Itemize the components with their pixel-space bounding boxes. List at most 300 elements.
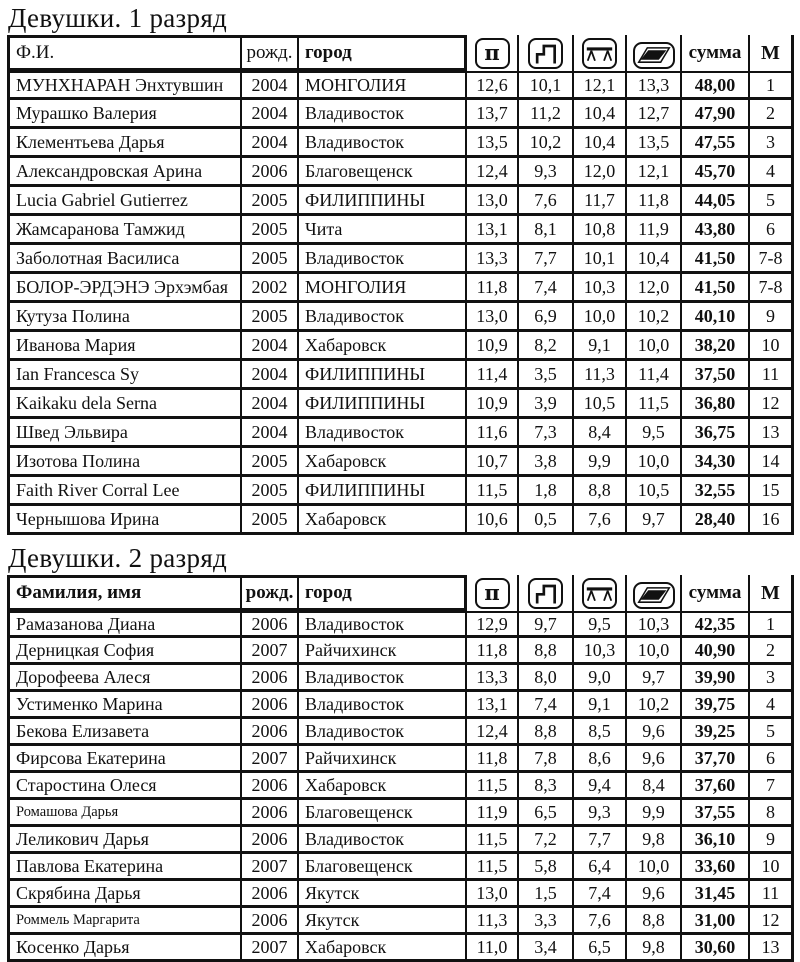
score-floor: 9,6 [627,719,682,746]
birth-year: 2006 [242,827,299,854]
score-balance-beam: 8,6 [574,746,627,773]
score-floor: 9,6 [627,746,682,773]
score-uneven-bars: 7,6 [519,187,574,216]
city: Владивосток [299,665,467,692]
city: Хабаровск [299,935,467,962]
place-rank: 8 [750,800,794,827]
score-balance-beam: 11,7 [574,187,627,216]
athlete-name: Клементьева Дарья [7,129,242,158]
total-score: 33,60 [682,854,750,881]
city: Якутск [299,908,467,935]
birth-year: 2002 [242,274,299,303]
birth-year: 2007 [242,638,299,665]
athlete-name: Иванова Мария [7,332,242,361]
athlete-name: Дерницкая София [7,638,242,665]
place-rank: 14 [750,448,794,477]
score-floor: 11,5 [627,390,682,419]
score-floor: 9,7 [627,665,682,692]
athlete-name: МУНХНАРАН Энхтувшин [7,71,242,100]
athlete-name: Бекова Елизавета [7,719,242,746]
total-score: 36,80 [682,390,750,419]
table-row [7,908,795,935]
score-floor: 11,9 [627,216,682,245]
score-vault: 13,1 [467,216,519,245]
athlete-name: Рамазанова Диана [7,611,242,638]
birth-year: 2005 [242,303,299,332]
city: МОНГОЛИЯ [299,71,467,100]
athlete-name: Lucia Gabriel Gutierrez [7,187,242,216]
place-rank: 13 [750,419,794,448]
score-uneven-bars: 10,1 [519,71,574,100]
col-header-vault [467,35,519,71]
col-header-balance-beam [574,575,627,611]
table-row [7,611,795,638]
birth-year: 2006 [242,719,299,746]
col-header-place: М [750,575,794,611]
athlete-name: Фирсова Екатерина [7,746,242,773]
birth-year: 2004 [242,332,299,361]
score-uneven-bars: 3,3 [519,908,574,935]
place-rank: 11 [750,361,794,390]
score-balance-beam: 6,4 [574,854,627,881]
score-floor: 10,2 [627,692,682,719]
total-score: 42,35 [682,611,750,638]
score-vault: 11,4 [467,361,519,390]
table-row [7,158,795,187]
city: Владивосток [299,611,467,638]
city: Благовещенск [299,158,467,187]
place-rank: 16 [750,506,794,535]
city: МОНГОЛИЯ [299,274,467,303]
total-score: 34,30 [682,448,750,477]
table-row [7,881,795,908]
place-rank: 4 [750,692,794,719]
table-row [7,71,795,100]
score-balance-beam: 9,1 [574,692,627,719]
total-score: 36,10 [682,827,750,854]
city: Владивосток [299,129,467,158]
score-vault: 13,1 [467,692,519,719]
city: Хабаровск [299,332,467,361]
table-row [7,100,795,129]
city: Владивосток [299,719,467,746]
table-row [7,935,795,962]
athlete-name: Кутуза Полина [7,303,242,332]
table-row [7,800,795,827]
results-table [7,575,795,962]
city: Хабаровск [299,773,467,800]
birth-year: 2006 [242,908,299,935]
score-balance-beam: 9,5 [574,611,627,638]
score-floor: 13,3 [627,71,682,100]
score-balance-beam: 10,4 [574,100,627,129]
table-row [7,506,795,535]
score-uneven-bars: 1,8 [519,477,574,506]
place-rank: 3 [750,129,794,158]
score-uneven-bars: 3,8 [519,448,574,477]
score-uneven-bars: 8,3 [519,773,574,800]
score-balance-beam: 7,7 [574,827,627,854]
col-header-sum: сумма [682,575,750,611]
total-score: 48,00 [682,71,750,100]
score-floor: 12,1 [627,158,682,187]
score-vault: 12,9 [467,611,519,638]
score-balance-beam: 7,6 [574,908,627,935]
score-vault: 11,8 [467,746,519,773]
birth-year: 2006 [242,881,299,908]
score-uneven-bars: 6,5 [519,800,574,827]
place-rank: 10 [750,332,794,361]
score-uneven-bars: 5,8 [519,854,574,881]
score-uneven-bars: 7,4 [519,692,574,719]
score-vault: 13,0 [467,187,519,216]
col-header-birth-year: рожд. [242,575,299,611]
score-balance-beam: 7,6 [574,506,627,535]
score-uneven-bars: 3,9 [519,390,574,419]
score-uneven-bars: 3,5 [519,361,574,390]
score-uneven-bars: 9,3 [519,158,574,187]
birth-year: 2005 [242,245,299,274]
birth-year: 2004 [242,361,299,390]
score-floor: 13,5 [627,129,682,158]
section-title: Девушки. 2 разряд [8,543,228,573]
score-balance-beam: 9,3 [574,800,627,827]
total-score: 32,55 [682,477,750,506]
score-balance-beam: 12,1 [574,71,627,100]
score-balance-beam: 8,5 [574,719,627,746]
score-balance-beam: 9,9 [574,448,627,477]
score-vault: 13,0 [467,303,519,332]
place-rank: 7-8 [750,274,794,303]
score-vault: 12,4 [467,158,519,187]
birth-year: 2007 [242,746,299,773]
score-vault: 11,9 [467,800,519,827]
total-score: 40,90 [682,638,750,665]
place-rank: 6 [750,746,794,773]
total-score: 41,50 [682,274,750,303]
score-floor: 12,0 [627,274,682,303]
score-vault: 11,8 [467,638,519,665]
total-score: 37,70 [682,746,750,773]
score-vault: 13,5 [467,129,519,158]
score-uneven-bars: 7,8 [519,746,574,773]
table-row [7,390,795,419]
total-score: 47,90 [682,100,750,129]
score-uneven-bars: 1,5 [519,881,574,908]
athlete-name: Жамсаранова Тамжид [7,216,242,245]
score-uneven-bars: 7,2 [519,827,574,854]
total-score: 31,45 [682,881,750,908]
table-row [7,827,795,854]
section-title: Девушки. 1 разряд [8,3,228,33]
table-header-row [7,575,795,611]
col-header-floor [627,35,682,71]
score-balance-beam: 9,4 [574,773,627,800]
total-score: 43,80 [682,216,750,245]
birth-year: 2004 [242,419,299,448]
birth-year: 2007 [242,854,299,881]
score-floor: 10,2 [627,303,682,332]
score-floor: 9,8 [627,935,682,962]
birth-year: 2005 [242,187,299,216]
city: Хабаровск [299,506,467,535]
birth-year: 2006 [242,692,299,719]
col-header-city: город [299,575,467,611]
place-rank: 4 [750,158,794,187]
city: ФИЛИППИНЫ [299,361,467,390]
total-score: 37,60 [682,773,750,800]
city: ФИЛИППИНЫ [299,390,467,419]
birth-year: 2006 [242,611,299,638]
score-balance-beam: 10,4 [574,129,627,158]
athlete-name: Павлова Екатерина [7,854,242,881]
table-row [7,419,795,448]
table-row [7,854,795,881]
athlete-name: Александровская Арина [7,158,242,187]
score-balance-beam: 8,4 [574,419,627,448]
score-vault: 11,3 [467,908,519,935]
birth-year: 2004 [242,390,299,419]
total-score: 36,75 [682,419,750,448]
floor-icon [633,42,675,69]
athlete-name: Дорофеева Алеся [7,665,242,692]
total-score: 41,50 [682,245,750,274]
birth-year: 2004 [242,129,299,158]
athlete-name: Роммель Маргарита [7,908,242,935]
total-score: 37,55 [682,800,750,827]
score-vault: 11,6 [467,419,519,448]
city: Райчихинск [299,638,467,665]
athlete-name: Косенко Дарья [7,935,242,962]
score-floor: 9,8 [627,827,682,854]
table-row [7,274,795,303]
score-balance-beam: 10,5 [574,390,627,419]
athlete-name: Ромашова Дарья [7,800,242,827]
place-rank: 2 [750,100,794,129]
score-floor: 12,7 [627,100,682,129]
score-uneven-bars: 0,5 [519,506,574,535]
place-rank: 7-8 [750,245,794,274]
place-rank: 11 [750,881,794,908]
birth-year: 2004 [242,71,299,100]
score-balance-beam: 10,1 [574,245,627,274]
score-uneven-bars: 8,2 [519,332,574,361]
col-header-birth-year: рожд. [242,35,299,71]
score-uneven-bars: 10,2 [519,129,574,158]
score-vault: 11,0 [467,935,519,962]
birth-year: 2006 [242,158,299,187]
table-row [7,187,795,216]
section-division-1 [7,4,795,535]
score-vault: 10,9 [467,332,519,361]
table-row [7,245,795,274]
table-row [7,361,795,390]
athlete-name: Ian Francesca Sy [7,361,242,390]
vault-icon: π [475,578,510,609]
col-header-sum: сумма [682,35,750,71]
table-row [7,477,795,506]
place-rank: 1 [750,71,794,100]
athlete-name: Kaikaku dela Serna [7,390,242,419]
total-score: 31,00 [682,908,750,935]
total-score: 39,75 [682,692,750,719]
athlete-name: Швед Эльвира [7,419,242,448]
score-uneven-bars: 8,0 [519,665,574,692]
total-score: 47,55 [682,129,750,158]
col-header-name: Фамилия, имя [7,575,242,611]
place-rank: 6 [750,216,794,245]
place-rank: 10 [750,854,794,881]
table-row [7,746,795,773]
score-balance-beam: 12,0 [574,158,627,187]
score-uneven-bars: 8,1 [519,216,574,245]
vault-icon: π [475,38,510,69]
birth-year: 2006 [242,665,299,692]
score-floor: 10,0 [627,448,682,477]
table-row [7,216,795,245]
place-rank: 15 [750,477,794,506]
total-score: 30,60 [682,935,750,962]
score-floor: 10,5 [627,477,682,506]
athlete-name: Заболотная Василиса [7,245,242,274]
section-division-2 [7,544,795,962]
score-vault: 10,7 [467,448,519,477]
score-vault: 13,3 [467,665,519,692]
city: Чита [299,216,467,245]
score-floor: 9,5 [627,419,682,448]
score-floor: 10,3 [627,611,682,638]
city: Райчихинск [299,746,467,773]
score-vault: 11,5 [467,773,519,800]
score-vault: 10,6 [467,506,519,535]
athlete-name: Скрябина Дарья [7,881,242,908]
total-score: 28,40 [682,506,750,535]
total-score: 44,05 [682,187,750,216]
city: Владивосток [299,419,467,448]
place-rank: 2 [750,638,794,665]
table-row [7,448,795,477]
place-rank: 9 [750,827,794,854]
score-vault: 13,0 [467,881,519,908]
score-vault: 11,5 [467,477,519,506]
col-header-uneven-bars [519,35,574,71]
score-balance-beam: 6,5 [574,935,627,962]
table-row [7,692,795,719]
total-score: 39,90 [682,665,750,692]
score-floor: 8,8 [627,908,682,935]
score-floor: 10,0 [627,332,682,361]
table-body [7,611,795,962]
athlete-name: Старостина Олеся [7,773,242,800]
place-rank: 1 [750,611,794,638]
score-floor: 9,9 [627,800,682,827]
results-table [7,35,795,535]
col-header-uneven-bars [519,575,574,611]
score-uneven-bars: 9,7 [519,611,574,638]
birth-year: 2007 [242,935,299,962]
birth-year: 2005 [242,448,299,477]
table-row [7,773,795,800]
table-row [7,665,795,692]
birth-year: 2005 [242,506,299,535]
score-floor: 11,8 [627,187,682,216]
col-header-floor [627,575,682,611]
athlete-name: Faith River Corral Lee [7,477,242,506]
col-header-name: Ф.И. [7,35,242,71]
table-body [7,71,795,535]
birth-year: 2006 [242,773,299,800]
col-header-vault [467,575,519,611]
city: Якутск [299,881,467,908]
uneven-bars-icon [528,578,563,609]
city: Владивосток [299,303,467,332]
score-uneven-bars: 8,8 [519,638,574,665]
score-vault: 10,9 [467,390,519,419]
place-rank: 12 [750,908,794,935]
score-balance-beam: 10,0 [574,303,627,332]
score-uneven-bars: 7,3 [519,419,574,448]
score-uneven-bars: 11,2 [519,100,574,129]
table-row [7,638,795,665]
score-floor: 10,4 [627,245,682,274]
city: Владивосток [299,692,467,719]
birth-year: 2005 [242,477,299,506]
place-rank: 7 [750,773,794,800]
athlete-name: Устименко Марина [7,692,242,719]
balance-beam-icon [582,578,617,609]
score-balance-beam: 8,8 [574,477,627,506]
score-balance-beam: 10,3 [574,638,627,665]
table-row [7,719,795,746]
score-balance-beam: 9,0 [574,665,627,692]
place-rank: 3 [750,665,794,692]
score-vault: 13,7 [467,100,519,129]
balance-beam-icon [582,38,617,69]
score-floor: 9,6 [627,881,682,908]
score-floor: 8,4 [627,773,682,800]
score-vault: 11,5 [467,854,519,881]
table-row [7,303,795,332]
birth-year: 2004 [242,100,299,129]
score-vault: 12,6 [467,71,519,100]
table-header-row [7,35,795,71]
total-score: 39,25 [682,719,750,746]
floor-icon [633,582,675,609]
place-rank: 5 [750,187,794,216]
athlete-name: БОЛОР-ЭРДЭНЭ Эрхэмбая [7,274,242,303]
score-vault: 12,4 [467,719,519,746]
score-vault: 11,5 [467,827,519,854]
score-uneven-bars: 7,7 [519,245,574,274]
birth-year: 2006 [242,800,299,827]
place-rank: 13 [750,935,794,962]
score-balance-beam: 11,3 [574,361,627,390]
table-row [7,129,795,158]
col-header-place: М [750,35,794,71]
city: Владивосток [299,827,467,854]
uneven-bars-icon [528,38,563,69]
score-uneven-bars: 3,4 [519,935,574,962]
total-score: 37,50 [682,361,750,390]
athlete-name: Леликович Дарья [7,827,242,854]
athlete-name: Мурашко Валерия [7,100,242,129]
city: Владивосток [299,100,467,129]
score-floor: 10,0 [627,638,682,665]
total-score: 40,10 [682,303,750,332]
score-vault: 11,8 [467,274,519,303]
table-row [7,332,795,361]
score-uneven-bars: 6,9 [519,303,574,332]
